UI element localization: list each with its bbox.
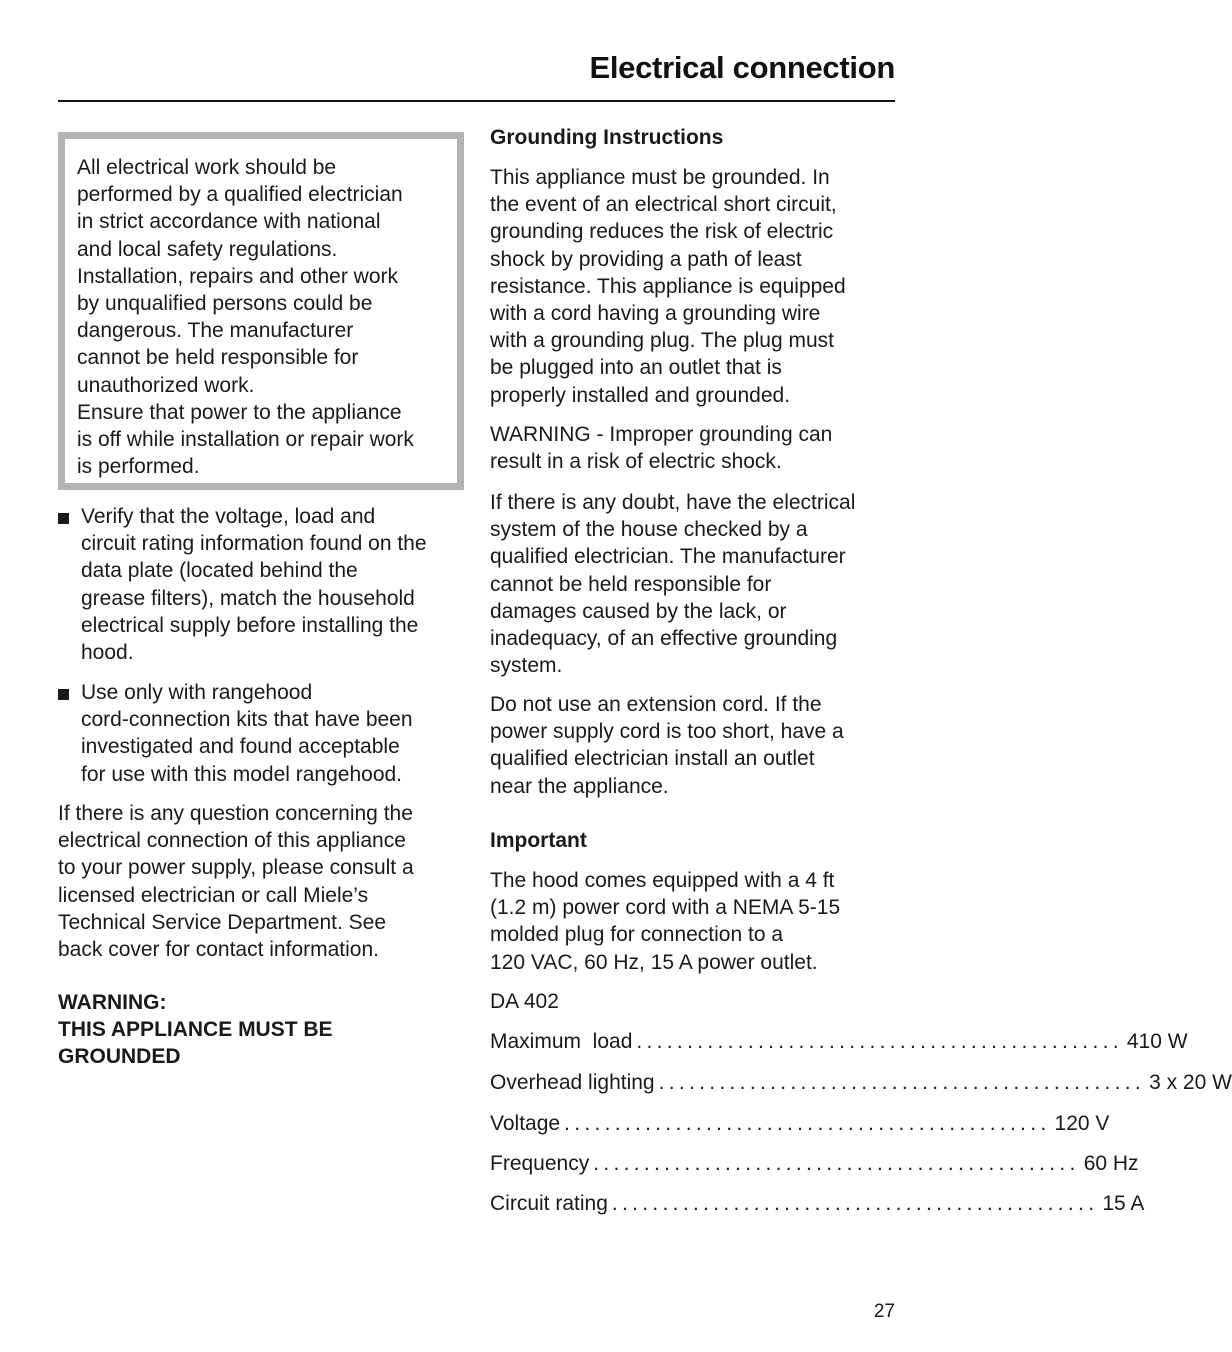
spec-row [490,1028,1188,1056]
grounding-paragraph: This appliance must be grounded. In the event of an electrical short circuit, grounding reduces the risk of electric shock by providing a path of least resistance. This appliance is equipped with a cord having a grounding wire with a grounding plug. The plug must be plugged into an outlet that is properly installed and grounded. [490,166,846,407]
important-heading: Important [490,829,587,852]
safety-notice-box [58,132,464,490]
spec-row [490,1069,1232,1097]
question-paragraph: If there is any question concerning the electrical connection of this appliance to your power supply, please consult a licensed electrician or call Miele’s Technical Service Department. See back cover for contact information. [58,802,414,962]
spec-row [490,1110,1110,1138]
spec-value: 15 A [1102,1192,1145,1215]
spec-leader-dots: ................................................ [636,1030,1123,1053]
safety-notice-text: All electrical work should be performed by a qualified electrician in strict accordance with national and local safety regulations. Installation, repairs and other work by unqualified persons could be dangerous. The manufacturer cannot be held responsible for unauthorized work. Ensure that power to the appliance is off while installation or repair work is performed. [77,156,414,479]
extension-cord-paragraph: Do not use an extension cord. If the power supply cord is too short, have a qualified electrician install an outlet near the appliance. [490,693,844,798]
model-number: DA 402 [490,990,559,1013]
bullet-text: Verify that the voltage, load and circuit rating information found on the data plate (located behind the grease filters), match the household electrical supply before installing the hood. [81,505,427,665]
bullet-text: Use only with rangehood cord-connection kits that have been investigated and found acceptable for use with this model rangehood. [81,681,413,786]
spec-leader-dots: ................................................ [611,1192,1099,1215]
spec-leader-dots: ................................................ [658,1071,1146,1094]
spec-value: 3 x 20 W [1149,1071,1232,1094]
spec-leader-dots: ................................................ [593,1152,1080,1175]
spec-label: Voltage [490,1112,561,1135]
important-paragraph: The hood comes equipped with a 4 ft (1.2 m) power cord with a NEMA 5-15 molded plug for connection to a 120 VAC, 60 Hz, 15 A power outlet. [490,869,841,974]
spec-row [490,1190,1145,1218]
bullet-square-icon [58,689,69,700]
spec-leader-dots: ................................................ [564,1112,1051,1135]
page-title: Electrical connection [589,50,895,85]
spec-label: Frequency [490,1152,590,1175]
spec-label: Overhead lighting [490,1071,655,1094]
shock-warning-paragraph: WARNING - Improper grounding can result in a risk of electric shock. [490,423,833,474]
spec-row [490,1150,1139,1178]
spec-label: Circuit rating [490,1192,608,1215]
bullet-square-icon [58,513,69,524]
ground-warning: WARNING: THIS APPLIANCE MUST BE GROUNDED [58,991,333,1069]
grounding-heading: Grounding Instructions [490,126,724,149]
doubt-paragraph: If there is any doubt, have the electrical system of the house checked by a qualified electrician. The manufacturer cannot be held responsible for damages caused by the lack, or inadequacy, of an effective grounding system. [490,491,856,678]
page-number: 27 [873,1301,895,1322]
spec-value: 120 V [1054,1112,1110,1135]
spec-value: 410 W [1126,1030,1188,1053]
spec-label: Maximum load [490,1030,633,1053]
spec-value: 60 Hz [1083,1152,1139,1175]
title-divider [58,100,895,102]
